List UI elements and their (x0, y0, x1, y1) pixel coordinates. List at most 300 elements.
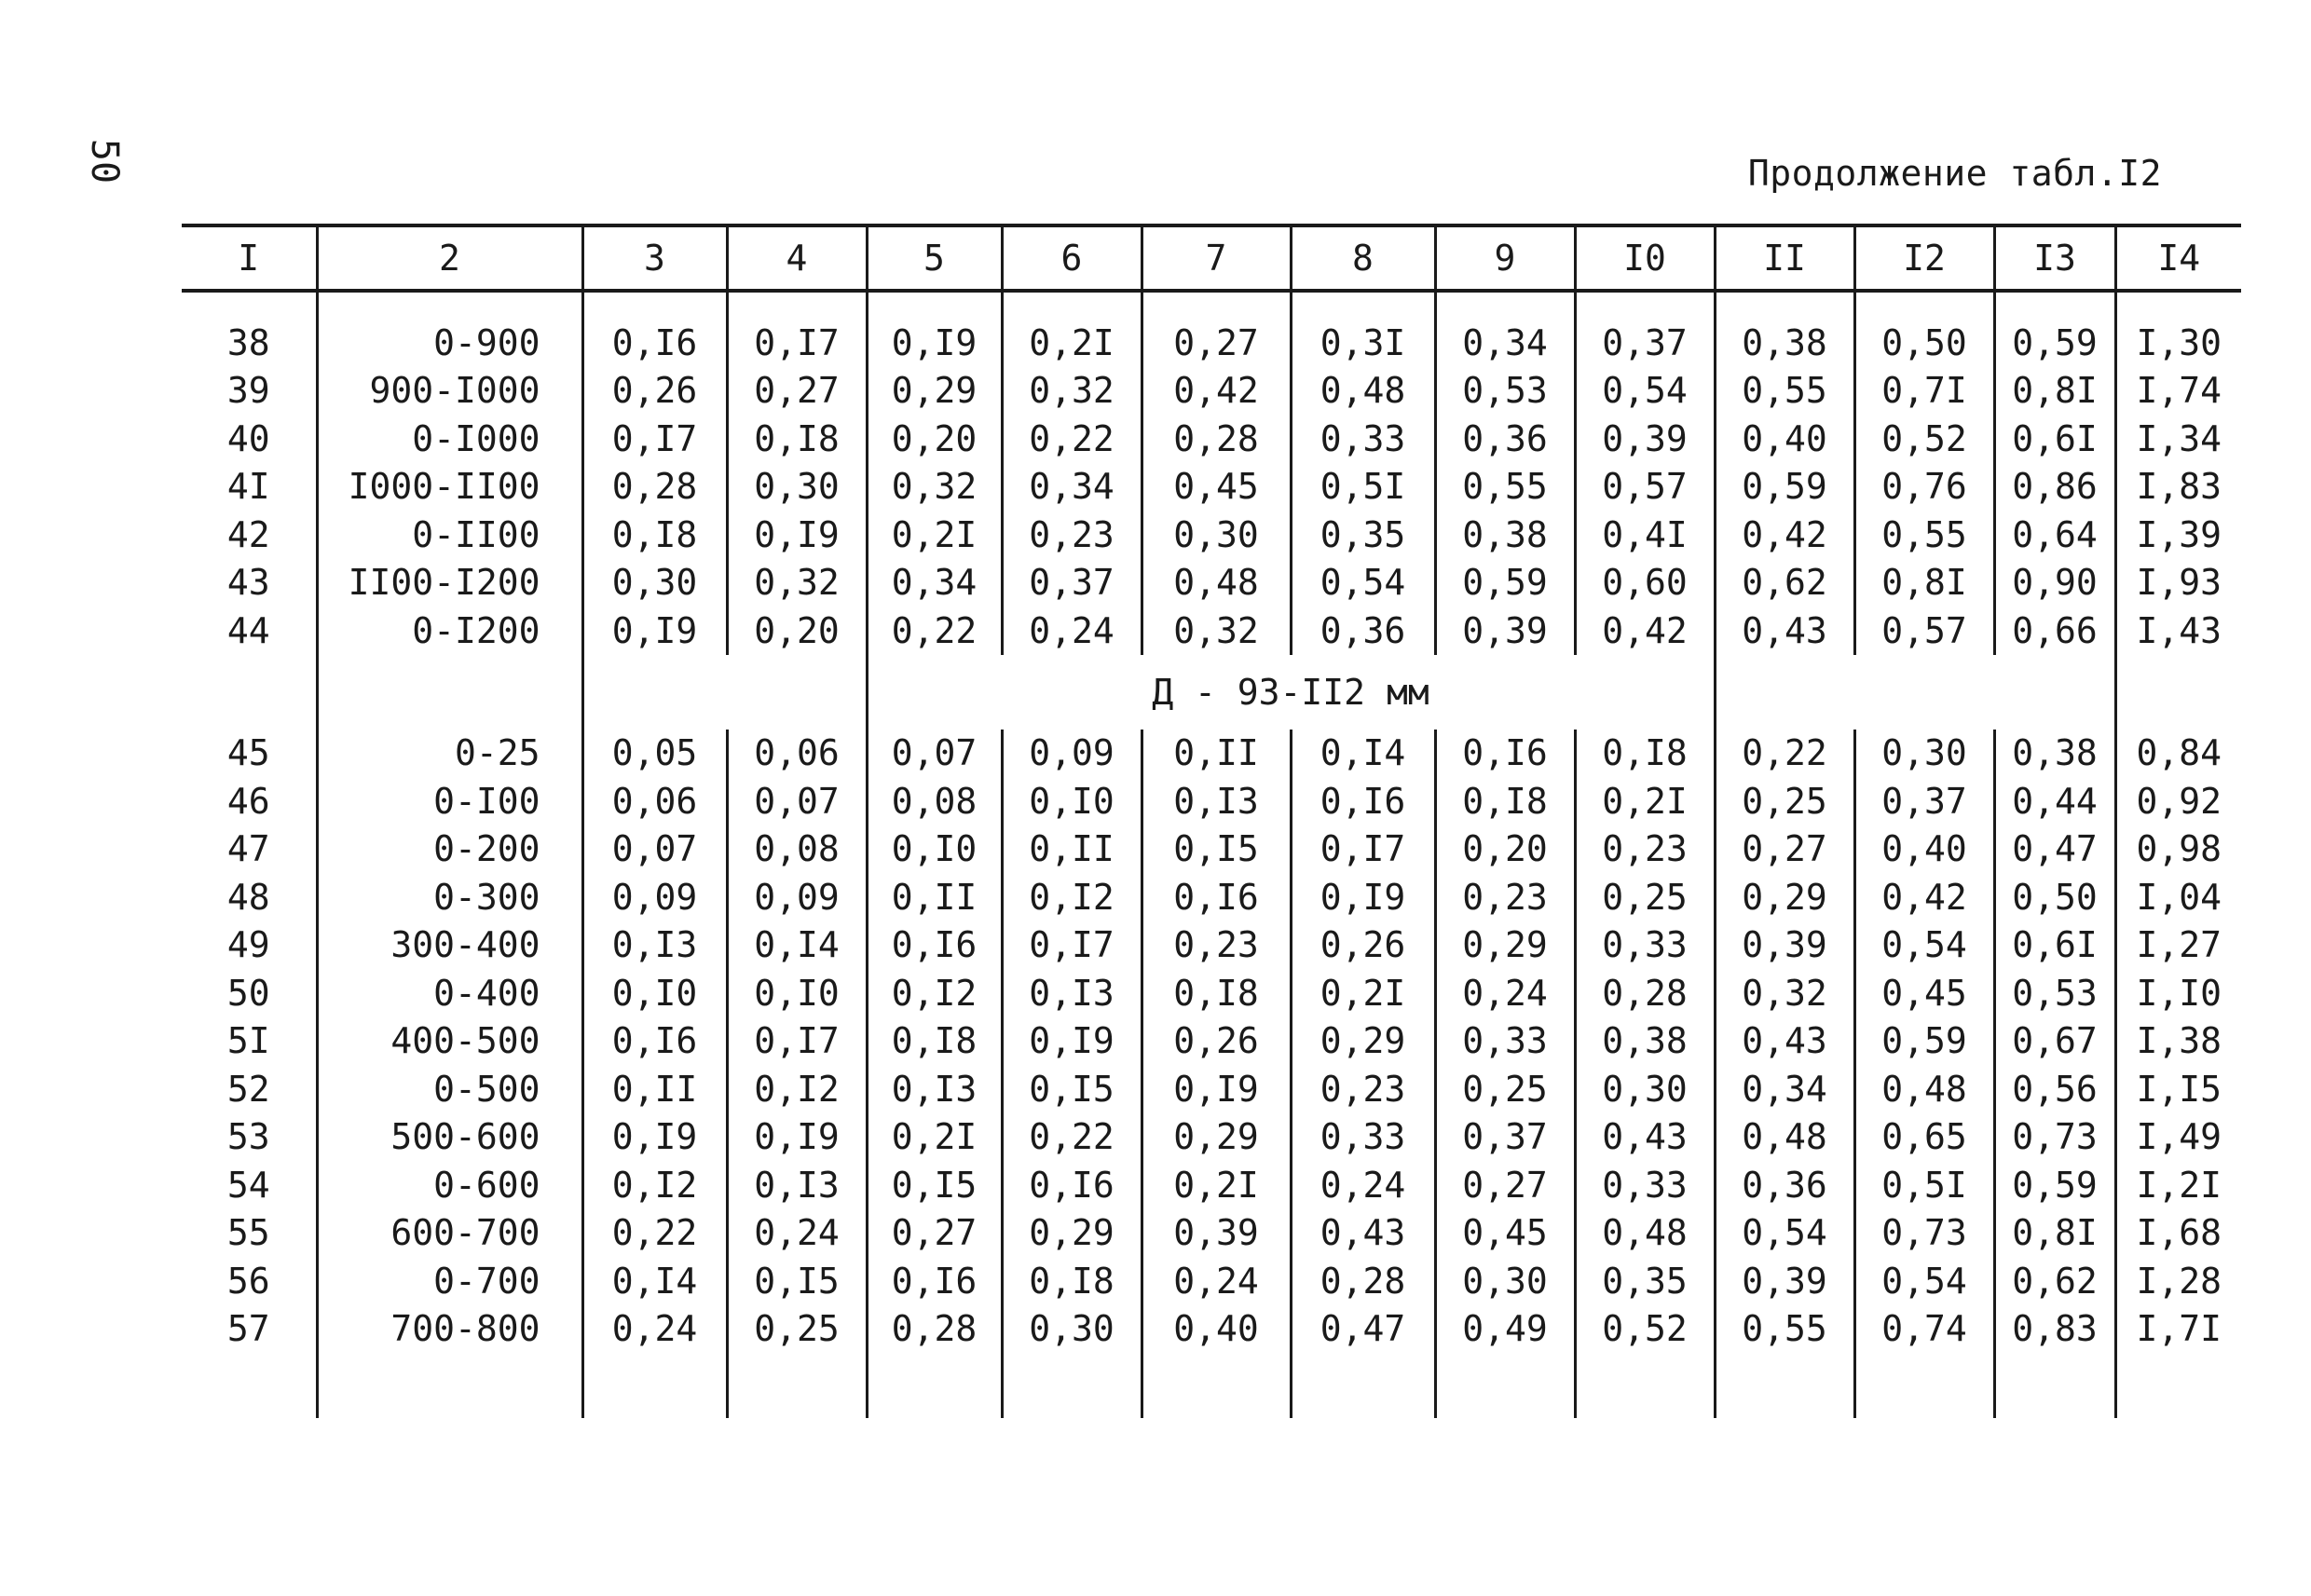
value-cell: 0,27 (1435, 1161, 1575, 1209)
value-cell: 0,57 (1575, 463, 1715, 512)
value-cell: 0,I2 (727, 1065, 867, 1113)
column-header: 2 (317, 225, 582, 291)
value-cell: 0,84 (2115, 730, 2241, 778)
spacer-cell (1994, 1353, 2115, 1418)
range-cell: 0-I00 (317, 777, 582, 825)
value-cell: 0,I8 (1002, 1257, 1142, 1305)
value-cell: 0,I2 (1002, 873, 1142, 921)
value-cell: I,38 (2115, 1017, 2241, 1066)
value-cell: 0,90 (1994, 559, 2115, 607)
table-row (182, 1257, 2241, 1305)
value-cell: 0,39 (1715, 1257, 1854, 1305)
value-cell: 0,I7 (582, 415, 727, 463)
value-cell: 0,55 (1715, 1305, 1854, 1354)
value-cell: 0,20 (867, 415, 1002, 463)
value-cell: 0,I0 (727, 969, 867, 1017)
value-cell: 0,29 (1291, 1017, 1435, 1066)
value-cell: I,83 (2115, 463, 2241, 512)
value-cell: 0,44 (1994, 777, 2115, 825)
table-row (182, 367, 2241, 416)
value-cell: 0,I8 (1142, 969, 1291, 1017)
value-cell: 0,09 (1002, 730, 1142, 778)
value-cell: 0,23 (1002, 511, 1142, 559)
spacer-cell (317, 291, 582, 319)
value-cell: 0,30 (582, 559, 727, 607)
value-cell: 0,50 (1994, 873, 2115, 921)
value-cell: 0,30 (1002, 1305, 1142, 1354)
value-cell: 0,07 (727, 777, 867, 825)
value-cell: 0,55 (1715, 367, 1854, 416)
value-cell: 0,I3 (582, 921, 727, 970)
value-cell: 0,26 (582, 367, 727, 416)
row-number: 54 (226, 1164, 270, 1206)
value-cell: 0,62 (1715, 559, 1854, 607)
value-cell: 0,8I (1854, 559, 1994, 607)
value-cell: 0,39 (1715, 921, 1854, 970)
column-header: II (1715, 225, 1854, 291)
value-cell: 0,I0 (582, 969, 727, 1017)
value-cell: 0,I4 (582, 1257, 727, 1305)
value-cell: I,39 (2115, 511, 2241, 559)
value-cell: 0,20 (727, 607, 867, 655)
value-cell: 0,2I (867, 1113, 1002, 1162)
value-cell: 0,36 (1715, 1161, 1854, 1209)
value-cell: I,49 (2115, 1113, 2241, 1162)
row-number: 4I (226, 466, 270, 508)
value-cell: 0,24 (1291, 1161, 1435, 1209)
value-cell: 0,28 (867, 1305, 1002, 1354)
value-cell: 0,30 (1142, 511, 1291, 559)
value-cell: 0,I8 (867, 1017, 1002, 1066)
value-cell: 0,42 (1854, 873, 1994, 921)
range-cell: 0-II00 (317, 511, 582, 559)
column-header: 8 (1291, 225, 1435, 291)
section-label: Д - 93-II2 мм (867, 655, 1715, 730)
value-cell: 0,32 (1142, 607, 1291, 655)
row-number: 43 (226, 562, 270, 604)
value-cell: 0,55 (1854, 511, 1994, 559)
value-cell: 0,39 (1575, 415, 1715, 463)
value-cell: 0,73 (1854, 1209, 1994, 1258)
value-cell: 0,09 (727, 873, 867, 921)
value-cell: 0,33 (1291, 1113, 1435, 1162)
value-cell: 0,22 (867, 607, 1002, 655)
column-header: I0 (1575, 225, 1715, 291)
row-number: 44 (226, 609, 270, 651)
value-cell: 0,28 (1575, 969, 1715, 1017)
value-cell: 0,24 (1002, 607, 1142, 655)
section-spacer (582, 655, 867, 730)
row-number: 53 (226, 1116, 270, 1158)
column-header: I3 (1994, 225, 2115, 291)
value-cell: 0,2I (1291, 969, 1435, 1017)
page-number: 50 (83, 138, 127, 184)
value-cell: 0,09 (582, 873, 727, 921)
value-cell: 0,48 (1575, 1209, 1715, 1258)
value-cell: 0,54 (1854, 921, 1994, 970)
value-cell: 0,35 (1291, 511, 1435, 559)
value-cell: 0,4I (1575, 511, 1715, 559)
table-row (182, 1113, 2241, 1162)
value-cell: I,28 (2115, 1257, 2241, 1305)
row-number: 50 (226, 972, 270, 1014)
spacer-cell (727, 291, 867, 319)
value-cell: 0,29 (1435, 921, 1575, 970)
value-cell: 0,22 (1002, 1113, 1142, 1162)
value-cell: 0,I7 (727, 319, 867, 367)
value-cell: 0,I6 (1142, 873, 1291, 921)
row-number: 42 (226, 513, 270, 555)
spacer-cell (1854, 1353, 1994, 1418)
value-cell: 0,27 (1142, 319, 1291, 367)
column-header: I4 (2115, 225, 2241, 291)
table-row (182, 777, 2241, 825)
table-row (182, 463, 2241, 512)
spacer-cell (1002, 1353, 1142, 1418)
table-row (182, 319, 2241, 367)
spacer-cell (1854, 291, 1994, 319)
value-cell: 0,23 (1575, 825, 1715, 874)
value-cell: 0,2I (867, 511, 1002, 559)
value-cell: 0,30 (727, 463, 867, 512)
value-cell: 0,45 (1854, 969, 1994, 1017)
table-row (182, 730, 2241, 778)
value-cell: 0,27 (867, 1209, 1002, 1258)
value-cell: 0,3I (1291, 319, 1435, 367)
value-cell: 0,25 (727, 1305, 867, 1354)
value-cell: 0,30 (1854, 730, 1994, 778)
table-row (182, 1017, 2241, 1066)
value-cell: 0,38 (1435, 511, 1575, 559)
value-cell: 0,26 (1291, 921, 1435, 970)
value-cell: 0,22 (1715, 730, 1854, 778)
value-cell: 0,2I (1002, 319, 1142, 367)
value-cell: 0,I5 (1002, 1065, 1142, 1113)
value-cell: I,68 (2115, 1209, 2241, 1258)
value-cell: 0,37 (1854, 777, 1994, 825)
value-cell: I,I0 (2115, 969, 2241, 1017)
table-row (182, 1065, 2241, 1113)
value-cell: 0,53 (1994, 969, 2115, 1017)
value-cell: 0,59 (1994, 319, 2115, 367)
spacer-cell (1291, 291, 1435, 319)
value-cell: 0,67 (1994, 1017, 2115, 1066)
value-cell: 0,2I (1142, 1161, 1291, 1209)
value-cell: 0,I2 (582, 1161, 727, 1209)
value-cell: 0,28 (1291, 1257, 1435, 1305)
value-cell: 0,I6 (1435, 730, 1575, 778)
range-cell: 0-I000 (317, 415, 582, 463)
value-cell: 0,59 (1994, 1161, 2115, 1209)
value-cell: 0,I8 (1575, 730, 1715, 778)
value-cell: 0,5I (1291, 463, 1435, 512)
value-cell: I,7I (2115, 1305, 2241, 1354)
value-cell: 0,49 (1435, 1305, 1575, 1354)
value-cell: 0,36 (1291, 607, 1435, 655)
value-cell: 0,64 (1994, 511, 2115, 559)
section-spacer (2115, 655, 2241, 730)
value-cell: 0,23 (1142, 921, 1291, 970)
value-cell: 0,I0 (1002, 777, 1142, 825)
value-cell: 0,38 (1994, 730, 2115, 778)
value-cell: 0,57 (1854, 607, 1994, 655)
table-caption: Продолжение табл.I2 (1747, 153, 2162, 194)
value-cell: 0,27 (727, 367, 867, 416)
table-row (182, 511, 2241, 559)
value-cell: 0,38 (1575, 1017, 1715, 1066)
value-cell: 0,25 (1715, 777, 1854, 825)
range-cell: 0-400 (317, 969, 582, 1017)
value-cell: 0,20 (1435, 825, 1575, 874)
spacer-cell (867, 291, 1002, 319)
value-cell: 0,29 (867, 367, 1002, 416)
spacer-cell (1435, 291, 1575, 319)
value-cell: 0,25 (1435, 1065, 1575, 1113)
value-cell: 0,I6 (867, 921, 1002, 970)
value-cell: 0,37 (1435, 1113, 1575, 1162)
value-cell: 0,48 (1142, 559, 1291, 607)
value-cell: 0,45 (1142, 463, 1291, 512)
range-cell: 0-700 (317, 1257, 582, 1305)
spacer-row (182, 1353, 2241, 1418)
value-cell: 0,30 (1435, 1257, 1575, 1305)
value-cell: 0,I9 (727, 1113, 867, 1162)
value-cell: 0,86 (1994, 463, 2115, 512)
value-cell: 0,45 (1435, 1209, 1575, 1258)
value-cell: 0,8I (1994, 367, 2115, 416)
value-cell: 0,40 (1142, 1305, 1291, 1354)
range-cell: 500-600 (317, 1113, 582, 1162)
value-cell: 0,73 (1994, 1113, 2115, 1162)
column-header: 3 (582, 225, 727, 291)
value-cell: 0,65 (1854, 1113, 1994, 1162)
range-cell: 0-I200 (317, 607, 582, 655)
value-cell: 0,I4 (727, 921, 867, 970)
value-cell: 0,I9 (582, 1113, 727, 1162)
value-cell: 0,42 (1575, 607, 1715, 655)
value-cell: 0,39 (1142, 1209, 1291, 1258)
table-row (182, 873, 2241, 921)
value-cell: 0,I5 (867, 1161, 1002, 1209)
value-cell: 0,23 (1291, 1065, 1435, 1113)
value-cell: 0,92 (2115, 777, 2241, 825)
value-cell: 0,62 (1994, 1257, 2115, 1305)
value-cell: 0,50 (1854, 319, 1994, 367)
value-cell: 0,2I (1575, 777, 1715, 825)
value-cell: 0,II (867, 873, 1002, 921)
value-cell: 0,52 (1575, 1305, 1715, 1354)
value-cell: 0,29 (1715, 873, 1854, 921)
value-cell: 0,I7 (727, 1017, 867, 1066)
value-cell: 0,I3 (1002, 969, 1142, 1017)
column-header: 4 (727, 225, 867, 291)
value-cell: 0,I9 (582, 607, 727, 655)
value-cell: 0,43 (1575, 1113, 1715, 1162)
spacer-cell (1002, 291, 1142, 319)
value-cell: 0,28 (1142, 415, 1291, 463)
value-cell: 0,37 (1575, 319, 1715, 367)
value-cell: 0,I7 (1291, 825, 1435, 874)
value-cell: 0,06 (727, 730, 867, 778)
value-cell: 0,66 (1994, 607, 2115, 655)
value-cell: 0,I3 (1142, 777, 1291, 825)
value-cell: 0,I6 (1291, 777, 1435, 825)
spacer-cell (1435, 1353, 1575, 1418)
row-number: 40 (226, 417, 270, 459)
value-cell: 0,53 (1435, 367, 1575, 416)
value-cell: 0,35 (1575, 1257, 1715, 1305)
value-cell: 0,32 (1715, 969, 1854, 1017)
value-cell: 0,76 (1854, 463, 1994, 512)
row-number: 56 (226, 1260, 270, 1302)
value-cell: 0,29 (1002, 1209, 1142, 1258)
value-cell: 0,08 (727, 825, 867, 874)
row-number: 57 (226, 1308, 270, 1350)
range-cell: II00-I200 (317, 559, 582, 607)
row-number: 55 (226, 1212, 270, 1254)
spacer-cell (2115, 1353, 2241, 1418)
column-header: I (182, 225, 317, 291)
value-cell: 0,42 (1142, 367, 1291, 416)
value-cell: 0,30 (1575, 1065, 1715, 1113)
value-cell: 0,I9 (1002, 1017, 1142, 1066)
value-cell: 0,38 (1715, 319, 1854, 367)
value-cell: 0,40 (1854, 825, 1994, 874)
value-cell: 0,06 (582, 777, 727, 825)
value-cell: I,43 (2115, 607, 2241, 655)
value-cell: 0,I3 (867, 1065, 1002, 1113)
table-row (182, 1161, 2241, 1209)
column-header: I2 (1854, 225, 1994, 291)
row-number: 48 (226, 876, 270, 918)
value-cell: I,30 (2115, 319, 2241, 367)
range-cell: 300-400 (317, 921, 582, 970)
value-cell: 0,42 (1715, 511, 1854, 559)
range-cell: 0-500 (317, 1065, 582, 1113)
value-cell: 0,6I (1994, 921, 2115, 970)
value-cell: 0,25 (1575, 873, 1715, 921)
range-cell: I000-II00 (317, 463, 582, 512)
value-cell: 0,08 (867, 777, 1002, 825)
spacer-cell (1715, 1353, 1854, 1418)
value-cell: 0,26 (1142, 1017, 1291, 1066)
value-cell: 0,39 (1435, 607, 1575, 655)
spacer-cell (582, 291, 727, 319)
value-cell: 0,48 (1715, 1113, 1854, 1162)
value-cell: I,27 (2115, 921, 2241, 970)
column-header: 7 (1142, 225, 1291, 291)
value-cell: I,74 (2115, 367, 2241, 416)
value-cell: 0,54 (1715, 1209, 1854, 1258)
spacer-cell (1291, 1353, 1435, 1418)
value-cell: 0,I6 (582, 319, 727, 367)
spacer-cell (582, 1353, 727, 1418)
spacer-cell (1142, 1353, 1291, 1418)
spacer-cell (182, 291, 317, 319)
value-cell: 0,32 (867, 463, 1002, 512)
table-row (182, 415, 2241, 463)
value-cell: 0,I3 (727, 1161, 867, 1209)
value-cell: I,I5 (2115, 1065, 2241, 1113)
value-cell: 0,34 (1002, 463, 1142, 512)
value-cell: 0,54 (1575, 367, 1715, 416)
value-cell: 0,24 (1142, 1257, 1291, 1305)
value-cell: 0,22 (1002, 415, 1142, 463)
value-cell: 0,I8 (1435, 777, 1575, 825)
table-row (182, 559, 2241, 607)
value-cell: 0,47 (1994, 825, 2115, 874)
range-cell: 0-25 (317, 730, 582, 778)
value-cell: 0,II (1002, 825, 1142, 874)
value-cell: 0,43 (1291, 1209, 1435, 1258)
column-header: 9 (1435, 225, 1575, 291)
value-cell: 0,I6 (1002, 1161, 1142, 1209)
section-row (182, 655, 2241, 730)
spacer-cell (867, 1353, 1002, 1418)
value-cell: 0,I8 (582, 511, 727, 559)
value-cell: 0,I4 (1291, 730, 1435, 778)
row-number: 38 (226, 321, 270, 363)
value-cell: 0,37 (1002, 559, 1142, 607)
column-header: 6 (1002, 225, 1142, 291)
value-cell: 0,40 (1715, 415, 1854, 463)
table-row (182, 1209, 2241, 1258)
value-cell: 0,33 (1291, 415, 1435, 463)
value-cell: 0,52 (1854, 415, 1994, 463)
value-cell: 0,55 (1435, 463, 1575, 512)
row-number: 52 (226, 1068, 270, 1110)
value-cell: 0,60 (1575, 559, 1715, 607)
value-cell: 0,II (582, 1065, 727, 1113)
value-cell: 0,74 (1854, 1305, 1994, 1354)
row-number: 5I (226, 1020, 270, 1062)
value-cell: 0,07 (867, 730, 1002, 778)
table-row (182, 921, 2241, 970)
value-cell: 0,56 (1994, 1065, 2115, 1113)
value-cell: 0,83 (1994, 1305, 2115, 1354)
range-cell: 0-600 (317, 1161, 582, 1209)
spacer-cell (1575, 1353, 1715, 1418)
spacer-cell (1142, 291, 1291, 319)
value-cell: 0,54 (1854, 1257, 1994, 1305)
spacer-cell (1715, 291, 1854, 319)
value-cell: 0,24 (1435, 969, 1575, 1017)
row-number: 46 (226, 780, 270, 822)
column-header: 5 (867, 225, 1002, 291)
range-cell: 700-800 (317, 1305, 582, 1354)
value-cell: 0,I5 (1142, 825, 1291, 874)
section-spacer (182, 655, 317, 730)
value-cell: I,2I (2115, 1161, 2241, 1209)
value-cell: 0,33 (1435, 1017, 1575, 1066)
value-cell: 0,27 (1715, 825, 1854, 874)
spacer-cell (2115, 291, 2241, 319)
value-cell: 0,5I (1854, 1161, 1994, 1209)
value-cell: 0,I9 (1142, 1065, 1291, 1113)
range-cell: 0-200 (317, 825, 582, 874)
spacer-cell (317, 1353, 582, 1418)
value-cell: 0,48 (1854, 1065, 1994, 1113)
value-cell: 0,33 (1575, 921, 1715, 970)
table-row (182, 969, 2241, 1017)
value-cell: I,34 (2115, 415, 2241, 463)
value-cell: I,04 (2115, 873, 2241, 921)
value-cell: 0,36 (1435, 415, 1575, 463)
value-cell: 0,34 (867, 559, 1002, 607)
range-cell: 600-700 (317, 1209, 582, 1258)
row-number: 45 (226, 732, 270, 774)
range-cell: 900-I000 (317, 367, 582, 416)
